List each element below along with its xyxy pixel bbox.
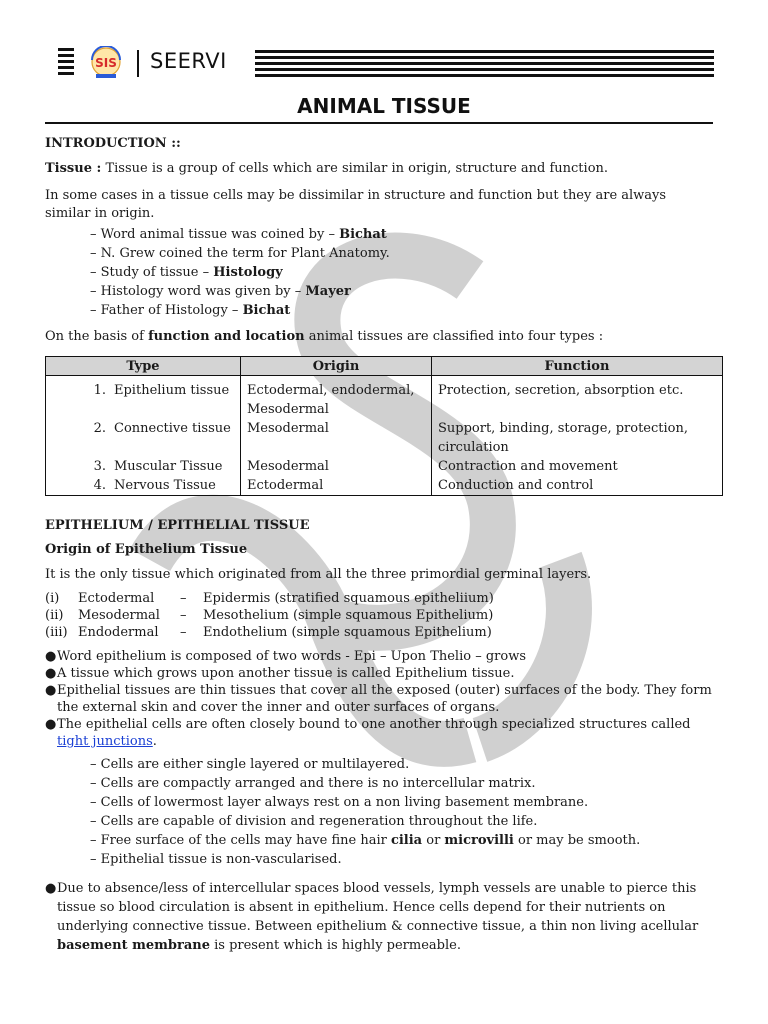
table-row: 3. Muscular Tissue Mesodermal Contraction and movement	[46, 457, 723, 476]
bullet-item: ● Word epithelium is composed of two words - Epi – Upon Thelio – grows	[45, 649, 526, 664]
header	[58, 46, 714, 82]
table-row: 4. Nervous Tissue Ectodermal Conduction and control	[46, 476, 723, 496]
fact-item: – Histology word was given by – Mayer	[90, 284, 351, 299]
epithelium-intro: It is the only tissue which originated from all the three primordial germinal layers.	[45, 567, 592, 582]
tissue-types-table	[45, 356, 723, 496]
header-origin: Origin	[241, 357, 432, 376]
fact-item: – Study of tissue – Histology	[90, 265, 283, 280]
list-item: – Cells are either single layered or multilayered.	[90, 757, 410, 772]
fact-item: – N. Grew coined the term for Plant Anatomy.	[90, 246, 390, 261]
header-left-bars	[58, 48, 74, 78]
epithelium-bullets	[45, 648, 725, 750]
header-function: Function	[432, 357, 723, 376]
list-item: – Epithelial tissue is non-vascularised.	[90, 852, 342, 867]
list-item: – Cells of lowermost layer always rest on a non living basement membrane.	[90, 795, 589, 810]
epithelium-subheading: Origin of Epithelium Tissue	[45, 542, 248, 557]
intro-facts-list	[90, 225, 390, 320]
table-row: 1. Epithelium tissue Ectodermal, endodermal, Mesodermal Protection, secretion, absorption etc.	[46, 376, 723, 420]
tissue-def-text: Tissue is a group of cells which are similar in origin, structure and function.	[101, 161, 609, 176]
bullet-item: ● A tissue which grows upon another tissue is called Epithelium tissue.	[45, 666, 515, 681]
list-item: (iii) Endodermal – Endothelium (simple squamous Epithelium)	[45, 625, 492, 640]
bullet-item: ● Due to absence/less of intercellular spaces blood vessels, lymph vessels are unable to pierce this tissue so blood circulation is absent in epithelium. Hence cells depend for their nutrients on underlying connective tissue. Between epithelium & connective tissue, a thin non living acellular basement membrane is present which is highly permeable.	[45, 881, 699, 953]
table-header-row	[46, 357, 723, 376]
tissue-definition	[45, 160, 717, 178]
cell-features-list	[90, 755, 640, 869]
logo-text: SIS	[95, 56, 117, 70]
fact-item: – Father of Histology – Bichat	[90, 303, 291, 318]
table-row: 2. Connective tissue Mesodermal Support, binding, storage, protection, circulation	[46, 419, 723, 457]
header-type: Type	[46, 357, 241, 376]
list-item: (i) Ectodermal – Epidermis (stratified squamous epitheliium)	[45, 591, 494, 606]
fact-item: – Word animal tissue was coined by – Bichat	[90, 227, 387, 242]
epithelium-heading: EPITHELIUM / EPITHELIAL TISSUE	[45, 518, 310, 533]
intro-paragraph: In some cases in a tissue cells may be dissimilar in structure and function but they are always similar in origin.	[45, 188, 667, 221]
germ-layers-list	[45, 590, 494, 641]
tight-junctions-link[interactable]: tight junctions	[57, 734, 153, 749]
bullet-item: ● Epithelial tissues are thin tissues that cover all the exposed (outer) surfaces of the body. They form the external skin and cover the inner and outer surfaces of organs.	[45, 683, 712, 715]
title-underline	[45, 122, 713, 124]
header-right-lines	[255, 50, 714, 80]
tissue-label: Tissue :	[45, 161, 102, 176]
list-item: – Cells are capable of division and regeneration throughout the life.	[90, 814, 538, 829]
list-item: – Free surface of the cells may have fine hair cilia or microvilli or may be smooth.	[90, 833, 641, 848]
basis-sentence: On the basis of function and location animal tissues are classified into four types :	[45, 329, 604, 344]
list-item: – Cells are compactly arranged and there is no intercellular matrix.	[90, 776, 536, 791]
page-title: ANIMAL TISSUE	[297, 94, 471, 118]
intro-heading: INTRODUCTION ::	[45, 136, 181, 151]
brand-name: SEERVI	[150, 49, 227, 73]
final-bullet	[45, 879, 725, 955]
list-item: (ii) Mesodermal – Mesothelium (simple squamous Epithelium)	[45, 608, 494, 623]
bullet-item: ● The epithelial cells are often closely bound to one another through specialized structures called tight junctions.	[45, 717, 691, 749]
sis-logo	[86, 46, 126, 80]
header-separator	[137, 50, 139, 77]
